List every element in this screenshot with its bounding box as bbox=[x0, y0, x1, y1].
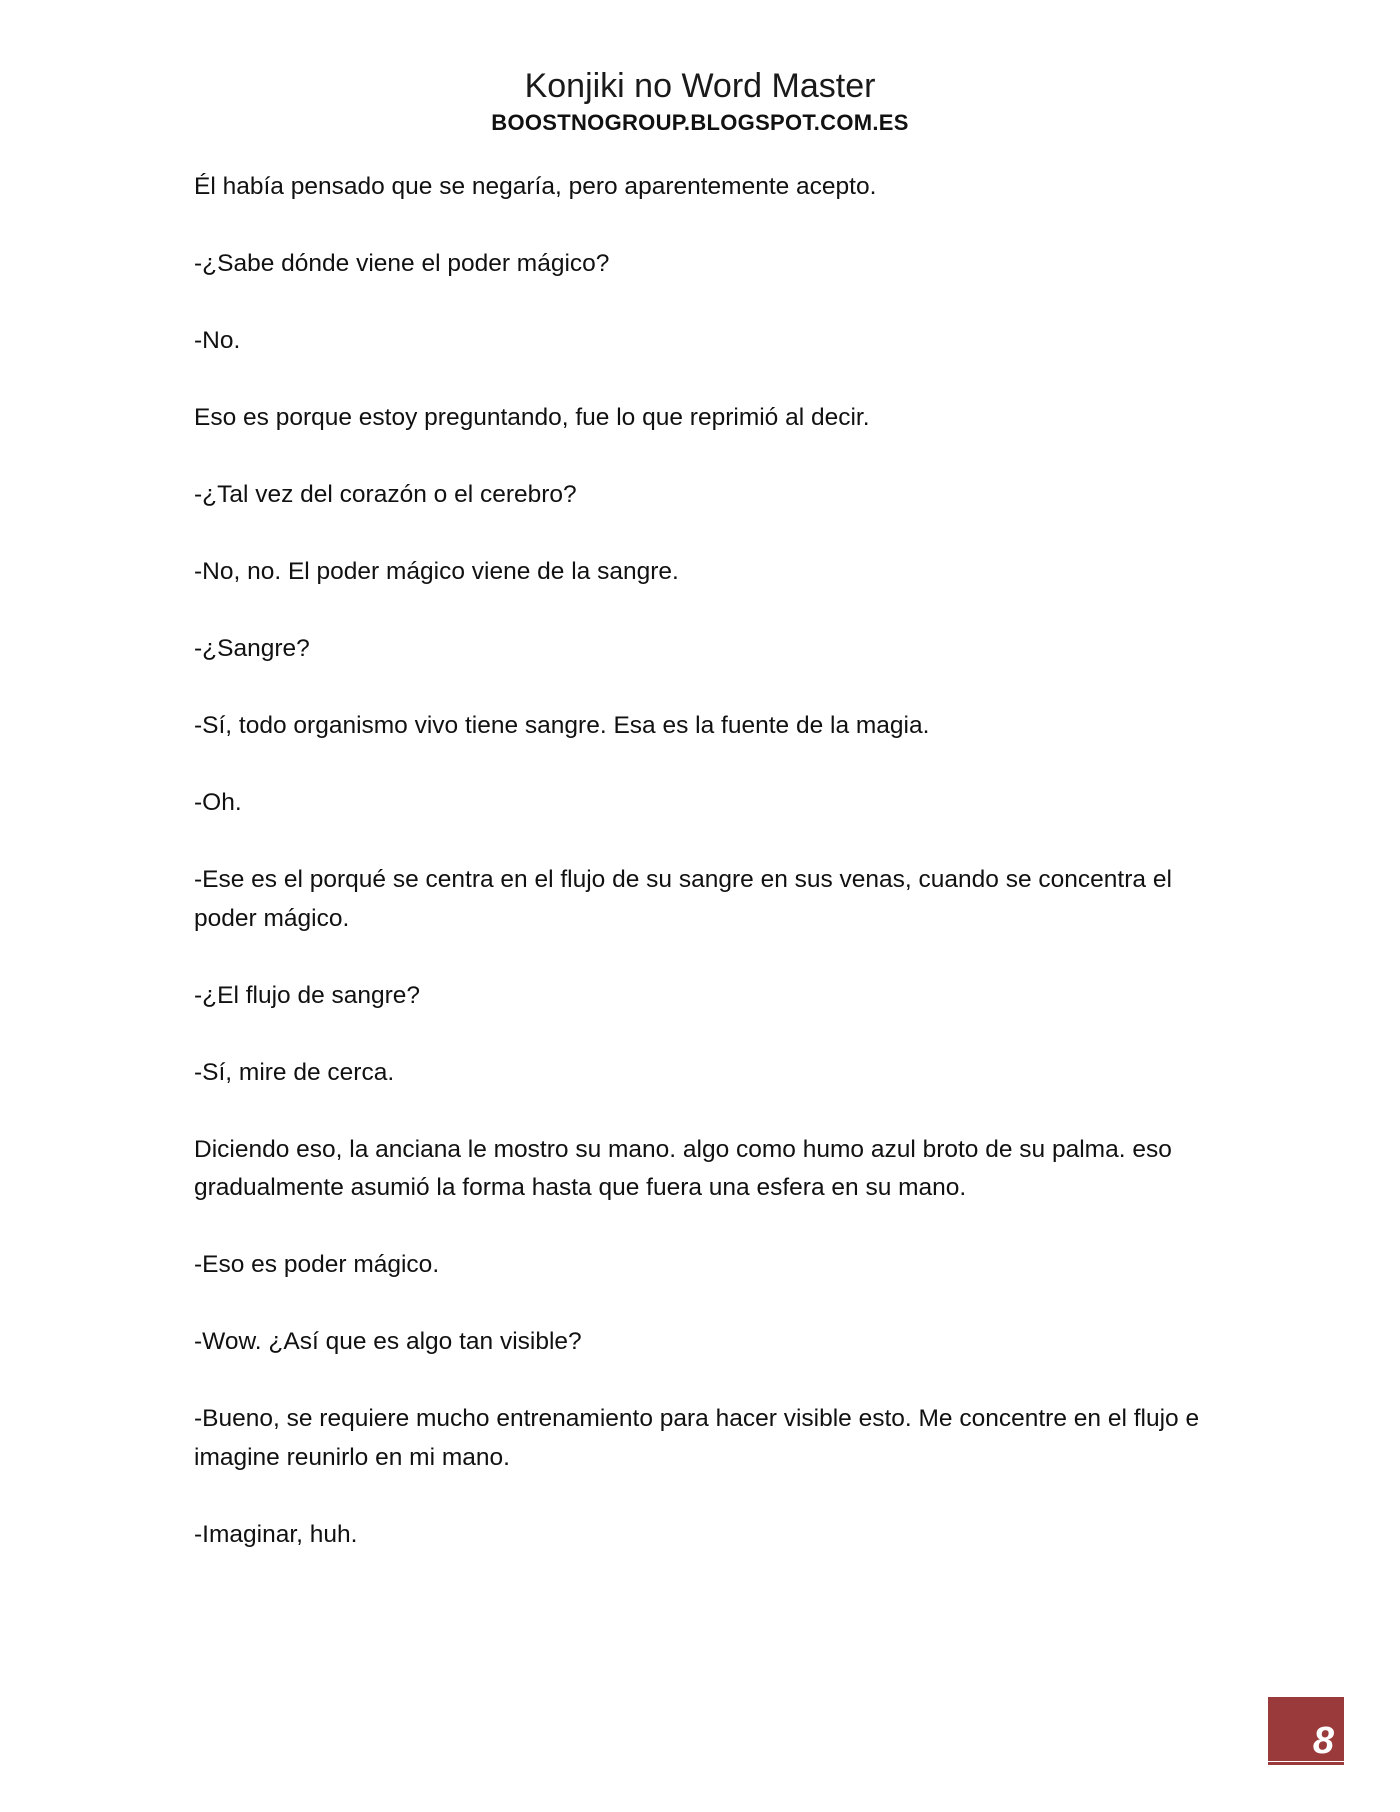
paragraph: -Ese es el porqué se centra en el flujo de su sangre en sus venas, cuando se concentra el poder mágico. bbox=[194, 866, 1172, 932]
paragraph: Él había pensado que se negaría, pero aparentemente acepto. bbox=[194, 173, 877, 200]
paragraph: -Eso es poder mágico. bbox=[194, 1251, 440, 1278]
paragraph: -¿Tal vez del corazón o el cerebro? bbox=[194, 481, 577, 508]
paragraph: -¿Sangre? bbox=[194, 635, 310, 662]
paragraph: -Wow. ¿Así que es algo tan visible? bbox=[194, 1328, 582, 1355]
paragraph: -Sí, todo organismo vivo tiene sangre. Esa es la fuente de la magia. bbox=[194, 712, 930, 739]
document-body bbox=[194, 168, 1214, 1593]
paragraph: -Sí, mire de cerca. bbox=[194, 1058, 395, 1086]
page-number-underline bbox=[1268, 1762, 1344, 1765]
page-number-badge bbox=[1268, 1697, 1344, 1761]
paragraph: -Oh. bbox=[194, 789, 242, 816]
paragraph: -Bueno, se requiere mucho entrenamiento para hacer visible esto. Me concentre en el flujo e imagine reunirlo en mi mano. bbox=[194, 1405, 1200, 1471]
paragraph: -¿El flujo de sangre? bbox=[194, 981, 421, 1009]
paragraph: -¿Sabe dónde viene el poder mágico? bbox=[194, 250, 610, 277]
document-title: Konjiki no Word Master bbox=[524, 67, 876, 105]
page-header bbox=[0, 64, 1400, 138]
paragraph: Diciendo eso, la anciana le mostro su mano. algo como humo azul broto de su palma. eso gradualmente asumió la forma hasta que fuera una esfera en su mano. bbox=[194, 1135, 1172, 1201]
blog-url: BOOSTNOGROUP.BLOGSPOT.COM.ES bbox=[491, 110, 909, 135]
page-number: 8 bbox=[1312, 1720, 1334, 1762]
paragraph: -No, no. El poder mágico viene de la sangre. bbox=[194, 558, 679, 585]
paragraph: -No. bbox=[194, 327, 241, 354]
paragraph: Eso es porque estoy preguntando, fue lo que reprimió al decir. bbox=[194, 404, 870, 431]
paragraph: -Imaginar, huh. bbox=[194, 1520, 358, 1548]
